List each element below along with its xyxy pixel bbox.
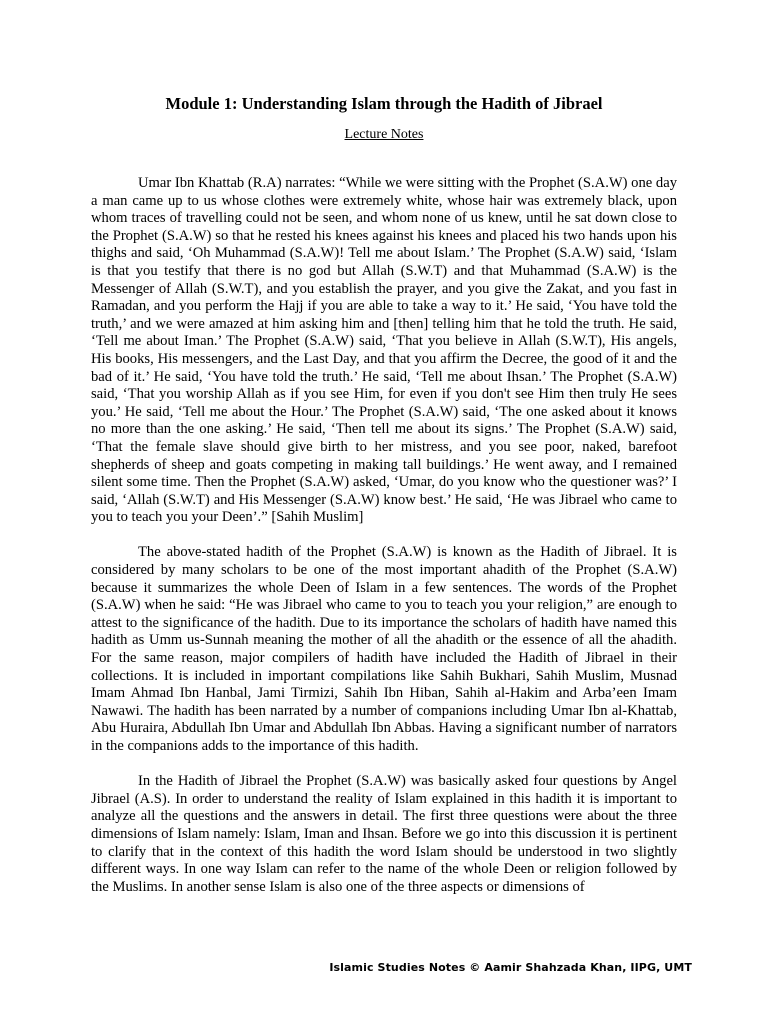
document-title: Module 1: Understanding Islam through the Hadith of Jibrael [165,94,603,113]
document-body [91,175,677,914]
page-footer: Islamic Studies Notes © Aamir Shahzada Khan, IIPG, UMT [329,961,692,974]
paragraph-3: In the Hadith of Jibrael the Prophet (S.A.W) was basically asked four questions by Angel Jibrael (A.S). In order to understand the reality of Islam explained in this hadith it is important to analyze all the questions and the answers in detail. The first three questions were about the three dimensions of Islam namely: Islam, Iman and Ihsan. Before we go into this discussion it is pertinent to clarify that in the context of this hadith the word Islam should be understood in two slightly different ways. In one way Islam can refer to the name of the whole Deen or religion followed by the Muslims. In another sense Islam is also one of the three aspects or dimensions of [91,773,677,895]
paragraph-2: The above-stated hadith of the Prophet (S.A.W) is known as the Hadith of Jibrael. It is considered by many scholars to be one of the most important ahadith of the Prophet (S.A.W) because it summarizes the whole Deen of Islam in a few sentences. The words of the Prophet (S.A.W) when he said: “He was Jibrael who came to you to teach you your religion,” are enough to attest to the significance of the hadith. Due to its importance the scholars of hadith have named this hadith as Umm us-Sunnah meaning the mother of all the ahadith or the essence of all the ahadith. For the same reason, major compilers of hadith have included the Hadith of Jibrael in their collections. It is included in important compilations like Sahih Bukhari, Sahih Muslim, Musnad Imam Ahmad Ibn Hanbal, Jami Tirmizi, Sahih Ibn Hiban, Sahih al-Hakim and Arba’een Imam Nawawi. The hadith has been narrated by a number of companions including Umar Ibn al-Khattab, Abu Huraira, Abdullah Ibn Umar and Abdullah Ibn Abbas. Having a significant number of narrators in the companions adds to the importance of this hadith. [91,544,677,754]
paragraph-1: Umar Ibn Khattab (R.A) narrates: “While we were sitting with the Prophet (S.A.W) one day a man came up to us whose clothes were extremely white, whose hair was extremely black, upon whom traces of travelling could not be seen, and whom none of us knew, until he sat down close to the Prophet (S.A.W) so that he rested his knees against his knees and placed his two hands upon his thighs and said, ‘Oh Muhammad (S.A.W)! Tell me about Islam.’ The Prophet (S.A.W) said, ‘Islam is that you testify that there is no god but Allah (S.W.T) and that Muhammad (S.A.W) is the Messenger of Allah (S.W.T), and you establish the prayer, and you give the Zakat, and you fast in Ramadan, and you perform the Hajj if you are able to take a way to it.’ He said, ‘You have told the truth,’ and we were amazed at him asking him and [then] telling him that he told the truth. He said, ‘Tell me about Iman.’ The Prophet (S.A.W) said, ‘That you believe in Allah (S.W.T), His angels, His books, His messengers, and the Last Day, and that you affirm the Decree, the good of it and the bad of it.’ He said, ‘You have told the truth.’ He said, ‘Tell me about Ihsan.’ The Prophet (S.A.W) said, ‘That you worship Allah as if you see Him, for even if you don't see Him then truly He sees you.’ He said, ‘Tell me about the Hour.’ The Prophet (S.A.W) said, ‘The one asked about it knows no more than the one asking.’ He said, ‘Then tell me about its signs.’ The Prophet (S.A.W) said, ‘That the female slave should give birth to her mistress, and you see poor, naked, barefoot shepherds of sheep and goats competing in making tall buildings.’ He went away, and I remained silent some time. Then the Prophet (S.A.W) asked, ‘Umar, do you know who the questioner was?’ I said, ‘Allah (S.W.T) and His Messenger (S.A.W) know best.’ He said, ‘He was Jibrael who came to you to teach you your Deen’.” [Sahih Muslim] [91,175,677,526]
document-subtitle: Lecture Notes [344,127,424,142]
